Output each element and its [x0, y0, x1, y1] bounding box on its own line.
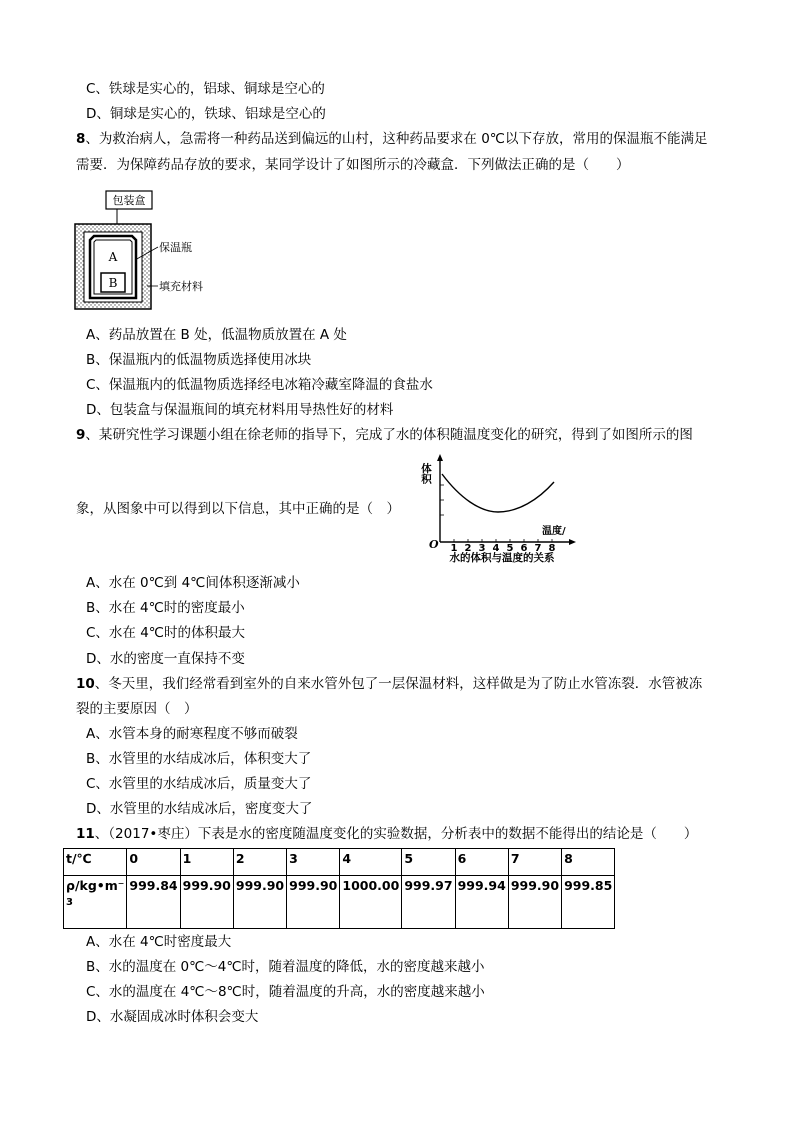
box-label: 包装盒	[112, 194, 146, 207]
q11-option-c: C、水的温度在 4℃～8℃时，随着温度的升高，水的密度越来越小	[86, 984, 485, 1000]
table-cell: 4	[340, 849, 402, 876]
q10-option-a: A、水管本身的耐寒程度不够而破裂	[86, 726, 298, 742]
x-tick-label: 8	[548, 543, 556, 554]
table-head-temperature: t/℃	[64, 849, 127, 876]
q8-option-a: A、药品放置在 B 处，低温物质放置在 A 处	[86, 327, 347, 343]
density-unit: ρ/kg•m⁻	[66, 878, 125, 893]
table-head-density	[64, 876, 127, 929]
area-b-label: B	[108, 276, 118, 290]
table-cell: 999.97	[402, 876, 455, 929]
q11-stem-text1: 、（2017•枣庄）下表是水的密度随温度变化的实验数据，分析表中的数据不能得出的结论是（ ）	[94, 826, 698, 842]
table-cell: 5	[402, 849, 455, 876]
filler-label: 填充材料	[159, 280, 203, 293]
q9-option-d: D、水的密度一直保持不变	[86, 651, 245, 667]
table-row-density	[64, 876, 615, 929]
q7-option-d: D、铜球是实心的，铁球、铝球是空心的	[86, 106, 326, 122]
table-cell: 999.94	[455, 876, 508, 929]
q9-stem-line1	[76, 426, 693, 444]
q8-option-b: B、保温瓶内的低温物质选择使用冰块	[86, 352, 312, 368]
graph-caption: 水的体积与温度的关系	[449, 552, 555, 564]
q8-option-d: D、包装盒与保温瓶间的填充材料用导热性好的材料	[86, 402, 394, 418]
q9-stem-line2: 象，从图象中可以得到以下信息，其中正确的是（ ）	[76, 501, 400, 517]
table-cell: 8	[562, 849, 615, 876]
q10-option-b: B、水管里的水结成冰后，体积变大了	[86, 751, 312, 767]
graph-xlabel: 温度/	[542, 526, 566, 537]
table-row-temperature	[64, 849, 615, 876]
q10-option-d: D、水管里的水结成冰后，密度变大了	[86, 801, 313, 817]
x-tick-label: 4	[492, 543, 500, 554]
q10-number: 10	[76, 676, 95, 692]
q11-option-a: A、水在 4℃时密度最大	[86, 934, 232, 950]
table-cell: 2	[233, 849, 286, 876]
table-cell: 3	[287, 849, 340, 876]
q8-option-c: C、保温瓶内的低温物质选择经电冰箱冷藏室降温的食盐水	[86, 377, 433, 393]
table-cell: 999.85	[562, 876, 615, 929]
q10-stem-line2: 裂的主要原因（ ）	[76, 701, 198, 717]
q9-option-c: C、水在 4℃时的体积最大	[86, 625, 245, 641]
volume-temperature-graph	[420, 450, 580, 566]
q11-option-b: B、水的温度在 0℃～4℃时，随着温度的降低，水的密度越来越小	[86, 959, 485, 975]
table-cell: 1	[180, 849, 233, 876]
q10-option-c: C、水管里的水结成冰后，质量变大了	[86, 776, 312, 792]
q8-number: 8	[76, 131, 86, 147]
q7-option-c: C、铁球是实心的，铝球、铜球是空心的	[86, 81, 325, 97]
x-tick-label: 3	[478, 543, 486, 554]
q8-stem-line2: 需要．为保障药品存放的要求，某同学设计了如图所示的冷藏盒．下列做法正确的是（ ）	[76, 157, 630, 173]
area-a-label: A	[108, 250, 118, 264]
density-unit-exponent: 3	[66, 897, 73, 908]
density-table	[63, 848, 615, 929]
table-cell: 999.90	[287, 876, 340, 929]
q8-stem-line1	[76, 130, 707, 148]
table-cell: 999.90	[233, 876, 286, 929]
q9-option-b: B、水在 4℃时的密度最小	[86, 600, 245, 616]
graph-origin: O	[429, 538, 439, 551]
x-tick-label: 7	[534, 543, 542, 554]
table-cell: 7	[508, 849, 561, 876]
x-tick-label: 5	[506, 543, 514, 554]
flask-label: 保温瓶	[159, 241, 192, 254]
q10-stem-line1	[76, 675, 702, 693]
x-tick-label: 6	[520, 543, 528, 554]
q8-stem-text1: 、为救治病人，急需将一种药品送到偏远的山村，这种药品要求在 0℃以下存放，常用的保温瓶不能满足	[85, 131, 708, 147]
cold-storage-box-figure	[72, 190, 232, 312]
graph-ylabel: 体积	[420, 463, 432, 484]
q9-option-a: A、水在 0℃到 4℃间体积逐渐减小	[86, 575, 300, 591]
q11-stem-line1	[76, 825, 697, 843]
q11-option-d: D、水凝固成冰时体积会变大	[86, 1009, 259, 1025]
x-tick-label: 2	[464, 543, 472, 554]
q11-number: 11	[76, 826, 95, 842]
table-cell: 999.84	[127, 876, 180, 929]
volume-curve	[442, 474, 554, 512]
table-cell: 0	[127, 849, 180, 876]
q9-stem-text1: 、某研究性学习课题小组在徐老师的指导下，完成了水的体积随温度变化的研究，得到了如图所示的图	[85, 427, 693, 443]
x-tick-label: 1	[450, 543, 458, 554]
table-cell: 999.90	[180, 876, 233, 929]
q10-stem-text1: 、冬天里，我们经常看到室外的自来水管外包了一层保温材料，这样做是为了防止水管冻裂．水管被冻	[94, 676, 703, 692]
table-cell: 6	[455, 849, 508, 876]
table-cell: 999.90	[508, 876, 561, 929]
table-cell: 1000.00	[340, 876, 402, 929]
q9-number: 9	[76, 427, 86, 443]
